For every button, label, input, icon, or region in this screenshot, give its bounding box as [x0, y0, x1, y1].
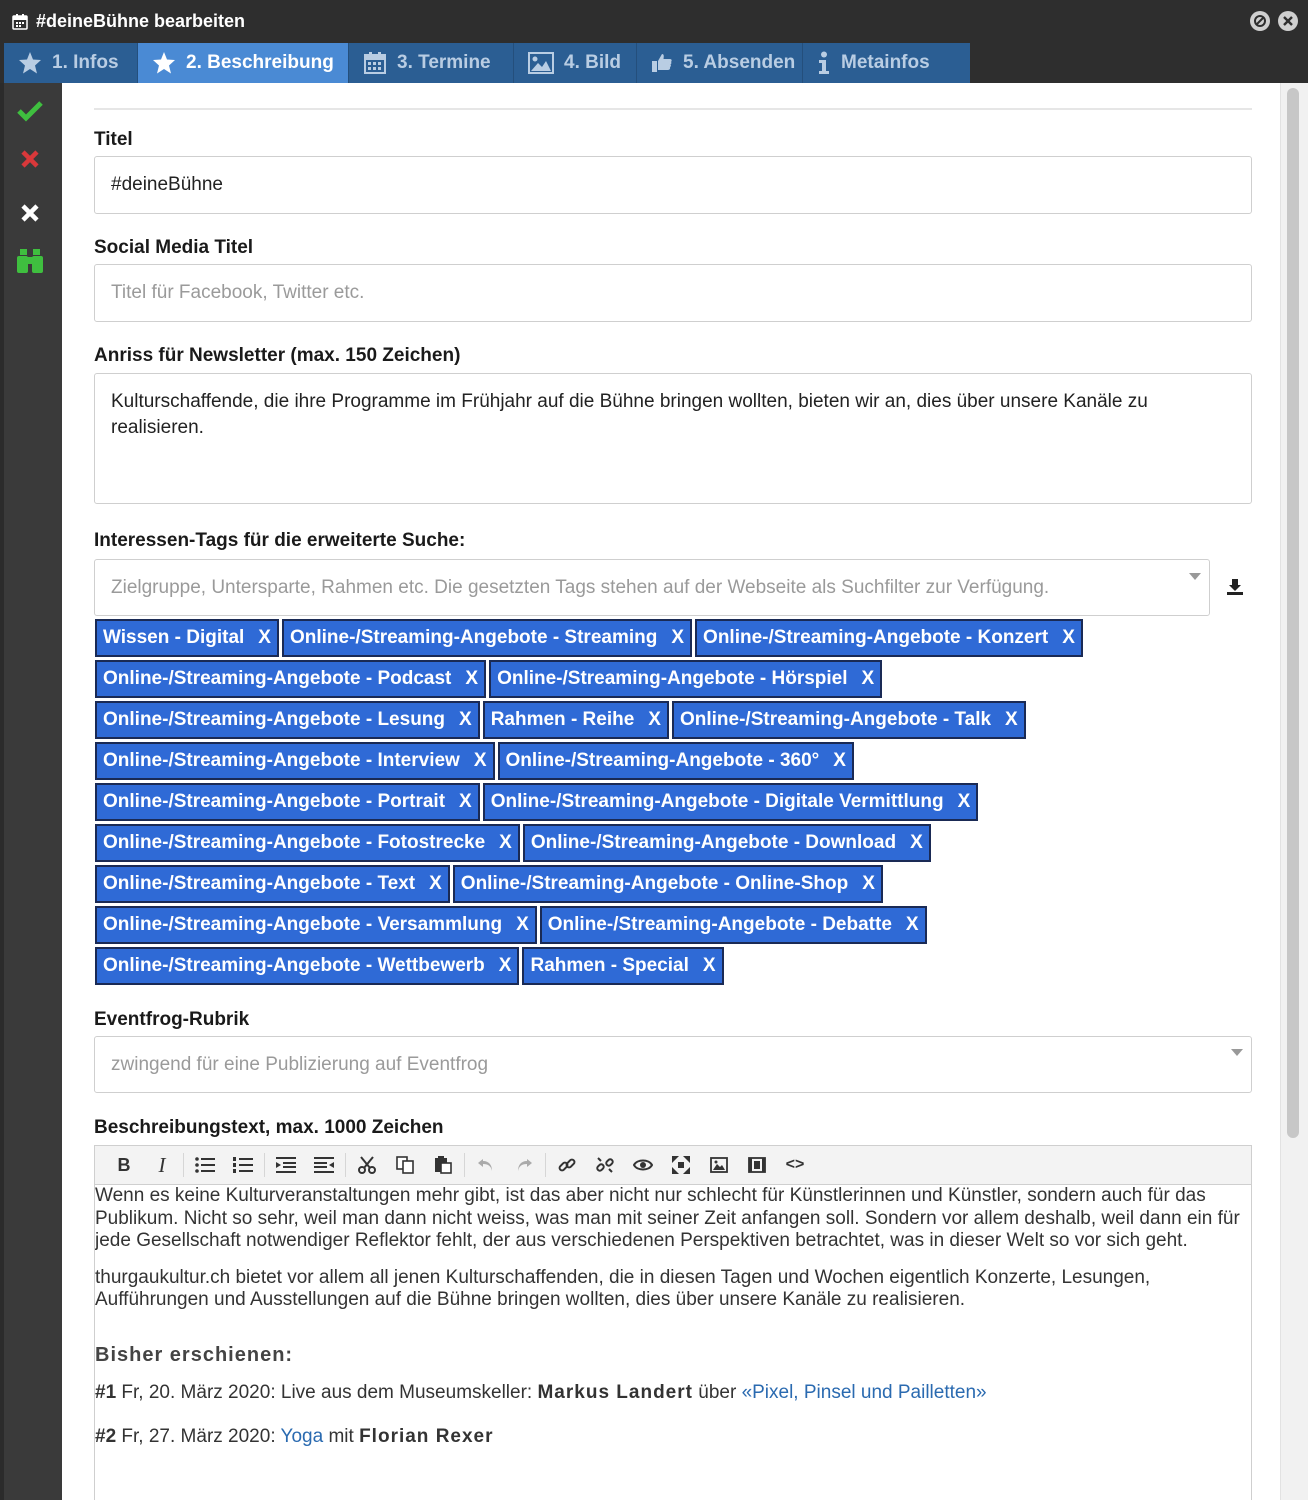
form-content [62, 83, 1280, 1500]
tab-bild[interactable]: 4. Bild [514, 43, 637, 83]
tag-row [95, 906, 1095, 947]
rubrik-placeholder: zwingend für eine Publizierung auf Eventfrog [111, 1053, 489, 1075]
bullet-list-icon[interactable] [186, 1150, 224, 1180]
rubrik-label: Eventfrog-Rubrik [94, 1009, 250, 1030]
tag-chip: Online-/Streaming-Angebote - Online-Shop X [453, 865, 883, 903]
tag-chip: Online-/Streaming-Angebote - Debatte X [540, 906, 927, 944]
toolbar-separator [183, 1153, 184, 1177]
toolbar-separator [345, 1153, 346, 1177]
tag-row [95, 619, 1095, 660]
tag-remove-x[interactable]: X [861, 668, 875, 689]
tag-remove-x[interactable]: X [498, 955, 512, 976]
white-x-icon[interactable] [14, 197, 46, 229]
fullscreen-icon[interactable] [662, 1150, 700, 1180]
tab-infos[interactable]: 1. Infos [4, 43, 138, 83]
tag-chip: Online-/Streaming-Angebote - Wettbewerb X [95, 947, 519, 985]
tab-beschreibung[interactable]: 2. Beschreibung [138, 43, 349, 83]
description-label: Beschreibungstext, max. 1000 Zeichen [94, 1117, 444, 1138]
check-icon[interactable] [14, 95, 46, 127]
tag-remove-x[interactable]: X [702, 955, 716, 976]
tag-remove-x[interactable]: X [516, 914, 529, 935]
tag-chip: Rahmen - Special X [522, 947, 723, 985]
tag-row [95, 865, 1095, 906]
cut-icon[interactable] [348, 1150, 386, 1180]
tag-row [95, 824, 1095, 865]
indent-icon[interactable] [305, 1150, 343, 1180]
calendar-icon [12, 14, 28, 30]
tag-remove-x[interactable]: X [429, 873, 442, 894]
star-icon [152, 51, 176, 75]
tab-metainfos[interactable]: Metainfos [803, 43, 970, 83]
image-icon[interactable] [700, 1150, 738, 1180]
tag-chip: Online-/Streaming-Angebote - Lesung X [95, 701, 480, 739]
tag-chip: Online-/Streaming-Angebote - 360° X [498, 742, 854, 780]
tag-remove-x[interactable]: X [905, 914, 919, 935]
outdent-icon[interactable] [267, 1150, 305, 1180]
tag-chip: Rahmen - Reihe X [483, 701, 669, 739]
tag-remove-x[interactable]: X [459, 791, 472, 812]
image-icon [528, 52, 554, 74]
tag-chip: Online-/Streaming-Angebote - Hörspiel X [489, 660, 882, 698]
tag-chip: Online-/Streaming-Angebote - Portrait X [95, 783, 480, 821]
tag-remove-x[interactable]: X [957, 791, 971, 812]
episode-link[interactable]: «Pixel, Pinsel und Pailletten» [741, 1381, 987, 1403]
tag-row [95, 701, 1095, 742]
tag-chip: Online-/Streaming-Angebote - Podcast X [95, 660, 486, 698]
binoculars-icon[interactable] [14, 245, 46, 277]
episode-link[interactable]: Yoga [280, 1425, 324, 1447]
social-title-label: Social Media Titel [94, 237, 254, 258]
window-titlebar [0, 0, 1308, 43]
tag-chip: Online-/Streaming-Angebote - Talk X [672, 701, 1026, 739]
tag-chip: Wissen - Digital X [95, 619, 279, 657]
thumbs-up-icon [651, 52, 673, 74]
toolbar-separator [264, 1153, 265, 1177]
rubrik-select[interactable] [94, 1036, 1252, 1093]
action-sidebar [4, 83, 62, 1500]
tags-select[interactable] [94, 559, 1210, 616]
tag-remove-x[interactable]: X [862, 873, 875, 894]
teaser-label: Anriss für Newsletter (max. 150 Zeichen) [94, 345, 461, 366]
tag-list [95, 619, 1095, 988]
tag-chip: Online-/Streaming-Angebote - Interview X [95, 742, 495, 780]
editor-toolbar [94, 1145, 1252, 1185]
copy-icon[interactable] [386, 1150, 424, 1180]
info-icon [817, 51, 831, 75]
tag-row [95, 742, 1095, 783]
editor-heading: Bisher erschienen: [95, 1343, 294, 1366]
tag-remove-x[interactable]: X [473, 750, 487, 771]
undo-icon[interactable] [467, 1150, 505, 1180]
description-editor[interactable] [94, 1185, 1252, 1500]
video-icon[interactable] [738, 1150, 776, 1180]
tag-remove-x[interactable]: X [1062, 627, 1075, 648]
divider [94, 108, 1252, 110]
editor-paragraph: thurgaukultur.ch bietet vor allem all jenen Kulturschaffenden, die in diesen Tagen und Wochen eigentlich Konzerte, Lesungen, Aufführungen und Ausstellungen auf die Bühne bringen wollten, dies über unsere Kanäle zu realisieren. [95, 1266, 1151, 1310]
tag-chip: Online-/Streaming-Angebote - Konzert X [695, 619, 1083, 657]
close-icon[interactable] [1278, 11, 1298, 31]
window-title: #deineBühne bearbeiten [36, 11, 246, 31]
download-icon[interactable] [1226, 578, 1244, 596]
tag-chip: Online-/Streaming-Angebote - Versammlung X [95, 906, 537, 944]
unlink-icon[interactable] [586, 1150, 624, 1180]
tag-remove-x[interactable]: X [648, 709, 661, 730]
tag-row [95, 660, 1095, 701]
tab-termine[interactable]: 3. Termine [349, 43, 514, 83]
numbered-list-icon[interactable] [224, 1150, 262, 1180]
bold-button[interactable]: B [117, 1154, 131, 1175]
toolbar-separator [464, 1153, 465, 1177]
paste-icon[interactable] [424, 1150, 462, 1180]
tag-remove-x[interactable]: X [833, 750, 846, 771]
tags-placeholder: Zielgruppe, Untersparte, Rahmen etc. Die gesetzten Tags stehen auf der Webseite als Suchfilter zur Verfügung. [111, 576, 1050, 598]
episode-item: #1 Fr, 20. März 2020: Live aus dem Museumskeller: Markus Landert über «Pixel, Pinsel und Pailletten» [95, 1381, 987, 1403]
tag-remove-x[interactable]: X [258, 627, 271, 648]
tags-label: Interessen-Tags für die erweiterte Suche: [94, 530, 466, 551]
tag-remove-x[interactable]: X [671, 627, 685, 648]
title-input[interactable]: #deineBühne [94, 156, 1252, 214]
toolbar-separator [545, 1153, 546, 1177]
tag-chip: Online-/Streaming-Angebote - Text X [95, 865, 450, 903]
tag-remove-x[interactable]: X [910, 832, 923, 853]
tab-absenden[interactable]: 5. Absenden [637, 43, 803, 83]
preview-eye-icon[interactable] [624, 1150, 662, 1180]
tag-remove-x[interactable]: X [465, 668, 479, 689]
red-x-icon[interactable] [14, 143, 46, 175]
social-title-input[interactable]: Titel für Facebook, Twitter etc. [94, 264, 1252, 322]
tag-chip: Online-/Streaming-Angebote - Fotostrecke X [95, 824, 520, 862]
link-icon[interactable] [548, 1150, 586, 1180]
redo-icon[interactable] [505, 1150, 543, 1180]
minimize-icon[interactable] [1250, 11, 1270, 31]
tag-chip: Online-/Streaming-Angebote - Streaming X [282, 619, 692, 657]
chevron-down-icon [1189, 573, 1201, 580]
title-label: Titel [94, 129, 133, 150]
tag-chip: Online-/Streaming-Angebote - Download X [523, 824, 931, 862]
source-code-button[interactable]: <> [785, 1156, 805, 1173]
calendar-icon [363, 51, 387, 75]
tab-bar [0, 43, 1308, 83]
episode-item: #2 Fr, 27. März 2020: Yoga mit Florian Rexer [95, 1425, 494, 1447]
teaser-textarea[interactable]: Kulturschaffende, die ihre Programme im Frühjahr auf die Bühne bringen wollten, bieten wir an, dies über unsere Kanäle zu realisieren. [94, 373, 1252, 504]
tag-row [95, 947, 1095, 988]
editor-paragraph: Wenn es keine Kulturveranstaltungen mehr gibt, ist das aber nicht nur schlecht für Künstlerinnen und Künstler, sondern auch für das Publikum. Nicht so sehr, weil man dann nicht weiss, was man mit seiner Zeit anfangen soll. Sondern vor allem deshalb, weil dann ein für jede Gesellschaft notwendiger Reflektor fehlt, der aus verschiedenen Perspektiven betrachtet, was in dieser Welt so vor sich geht. [95, 1185, 1240, 1251]
tag-remove-x[interactable]: X [459, 709, 472, 730]
tag-chip: Online-/Streaming-Angebote - Digitale Vermittlung X [483, 783, 979, 821]
scrollbar-thumb[interactable] [1287, 88, 1299, 1138]
star-icon [18, 51, 42, 75]
tag-row [95, 783, 1095, 824]
tag-remove-x[interactable]: X [1005, 709, 1018, 730]
italic-button[interactable]: I [158, 1152, 166, 1177]
tag-remove-x[interactable]: X [499, 832, 512, 853]
chevron-down-icon [1231, 1049, 1243, 1056]
